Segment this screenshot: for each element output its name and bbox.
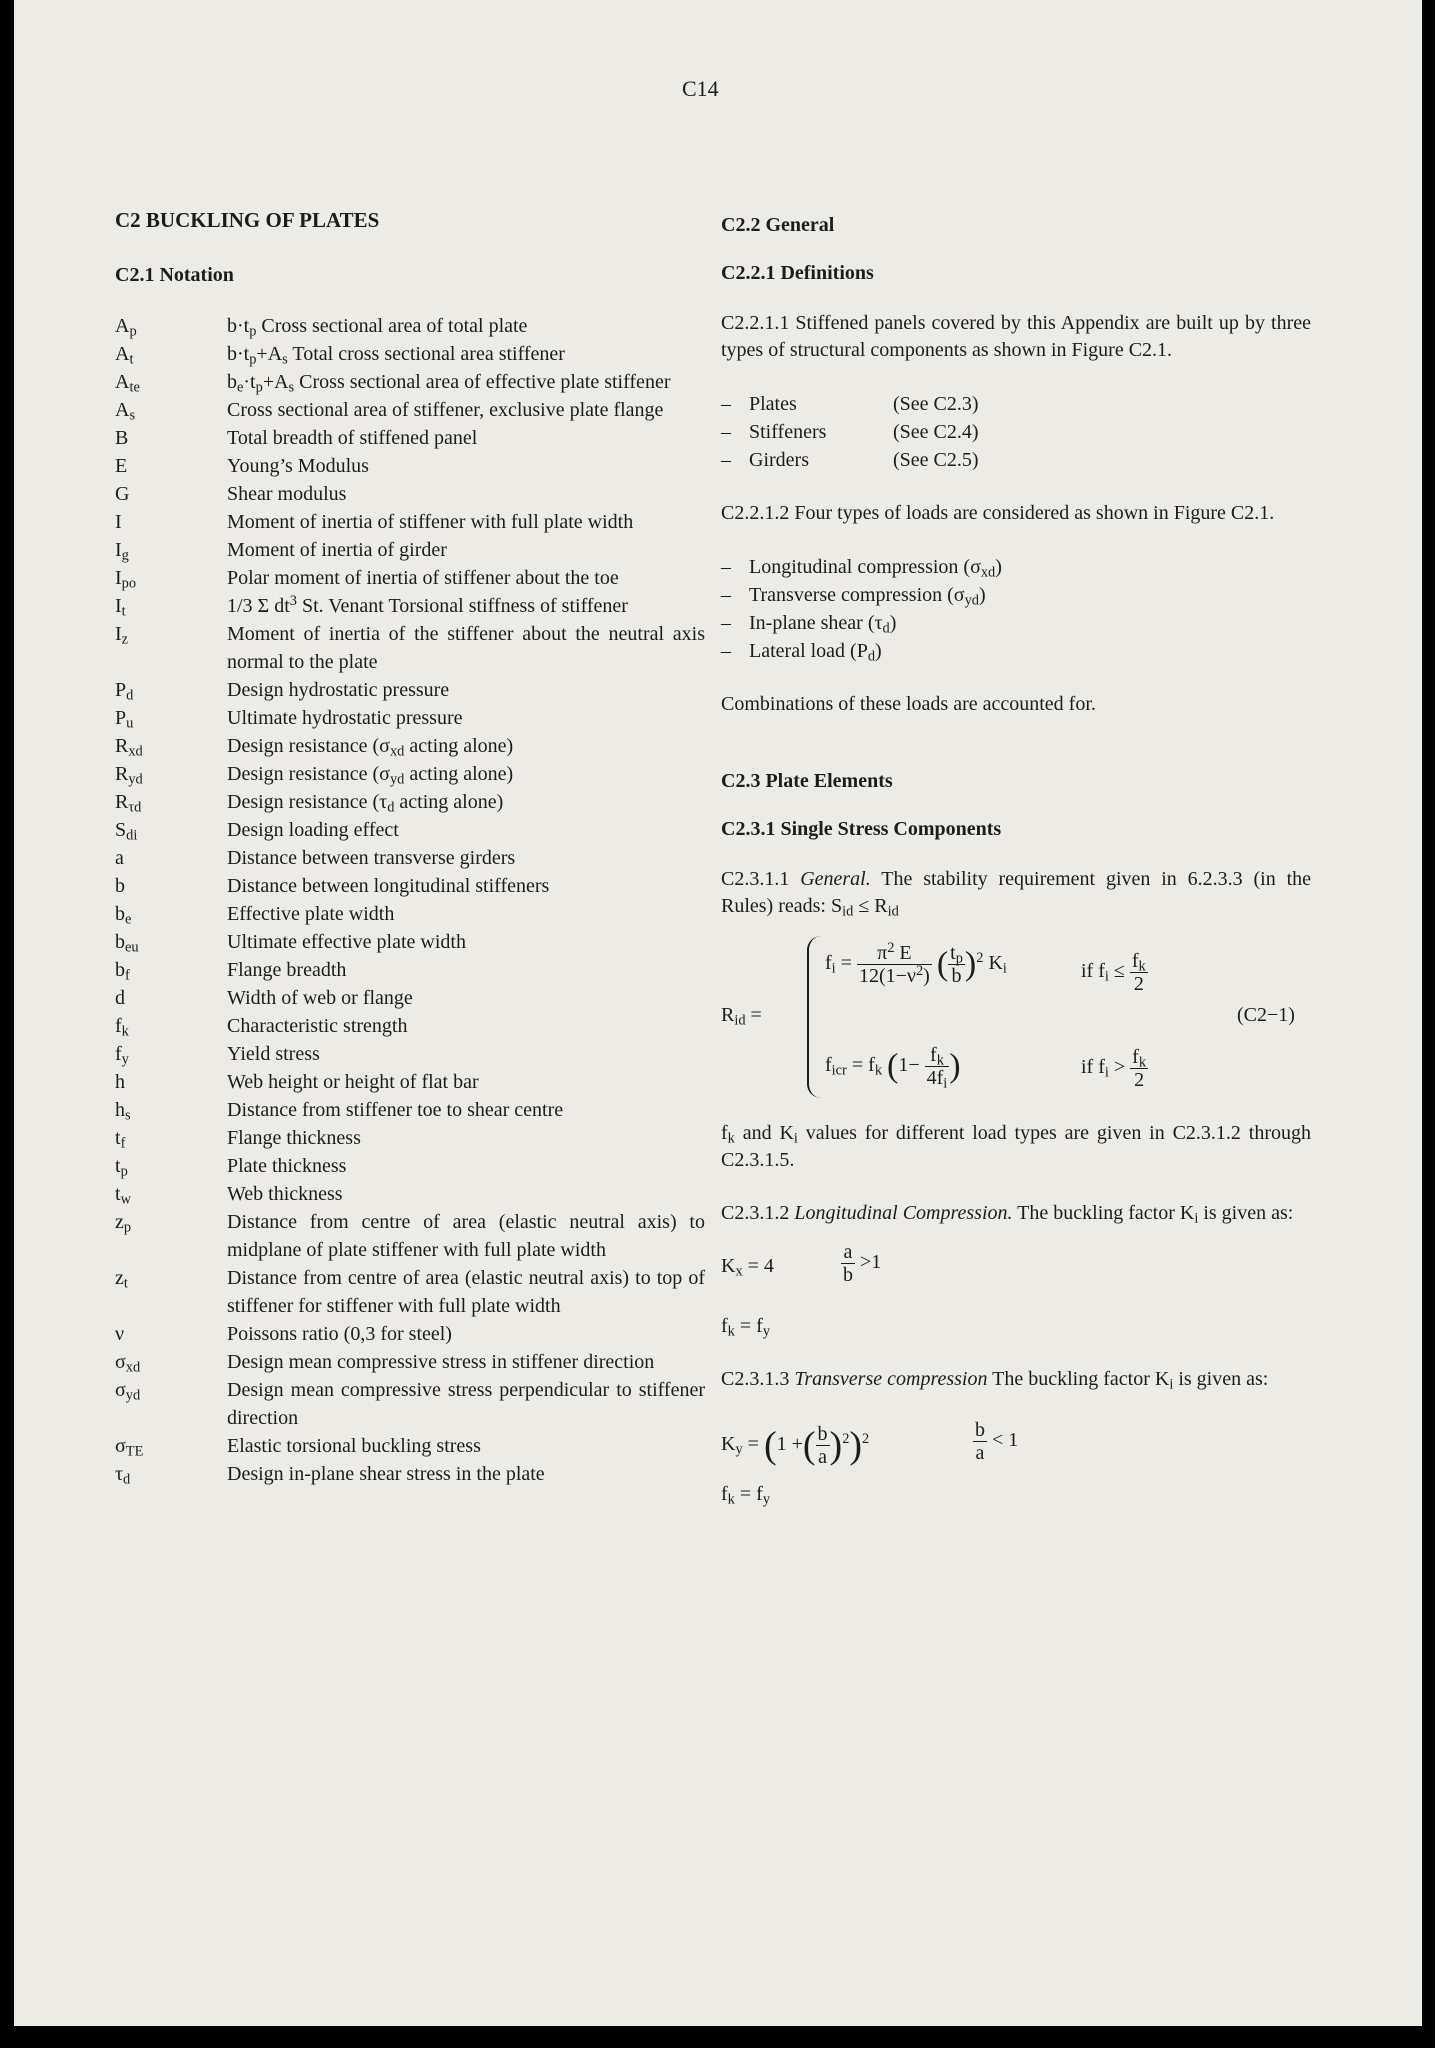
notation-row xyxy=(115,1460,705,1488)
notation-symbol: $h_s$ xyxy=(115,1099,131,1124)
notation-symbol: $I_{po}$ xyxy=(115,567,137,592)
notation-description: Design in-plane shear stress in the plate xyxy=(227,1463,545,1485)
notation-description: Web thickness xyxy=(227,1183,343,1205)
notation-description: Plate thickness xyxy=(227,1155,347,1177)
notation-description: Web height or height of flat bar xyxy=(227,1071,479,1093)
notation-row xyxy=(115,984,705,1012)
equation-fk-fy-2: $f_k = f_y$ xyxy=(721,1483,771,1508)
notation-description: $b\cdot t_p$ Cross sectional area of total plate xyxy=(227,315,528,340)
component-name: Stiffeners xyxy=(749,421,827,443)
paragraph-combinations: Combinations of these loads are accounted for. xyxy=(721,693,1096,715)
notation-row xyxy=(115,900,705,928)
notation-description: Distance between longitudinal stiffeners xyxy=(227,875,550,897)
notation-description: Design resistance ($\sigma_{xd}$ acting alone) xyxy=(227,735,514,760)
notation-row xyxy=(115,1124,705,1152)
notation-row xyxy=(115,1264,705,1320)
load-item: – Longitudinal compression $(\sigma_{xd})$ xyxy=(721,553,1311,581)
equation-label: (C2−1) xyxy=(1237,1004,1295,1026)
notation-row xyxy=(115,1432,705,1460)
load-item: – In-plane shear $(\tau_d)$ xyxy=(721,609,1311,637)
notation-row xyxy=(115,1012,705,1040)
equation-fk-fy-1: $f_k = f_y$ xyxy=(721,1315,771,1340)
notation-symbol: h xyxy=(115,1071,125,1093)
notation-description: Design mean compressive stress perpendicular to stiffener direction xyxy=(227,1379,705,1429)
notation-symbol: $\tau_d$ xyxy=(115,1463,131,1488)
page-number: C14 xyxy=(682,76,719,101)
section-title: C2 BUCKLING OF PLATES xyxy=(115,208,380,232)
notation-row xyxy=(115,340,705,368)
notation-description: Design resistance ($\tau_d$ acting alone) xyxy=(227,791,504,816)
notation-description: Width of web or flange xyxy=(227,987,413,1009)
notation-row xyxy=(115,760,705,788)
notation-description: 1/3 Σ $dt^3$ St. Venant Torsional stiffness of stiffener xyxy=(227,592,628,617)
notation-symbol: $S_{di}$ xyxy=(115,819,138,844)
plate-elements-heading: C2.3 Plate Elements xyxy=(721,770,893,792)
notation-description: Distance from centre of area (elastic neutral axis) to midplane of plate stiffener with full plate width xyxy=(227,1211,705,1261)
paragraph-longitudinal: C2.3.1.2 Longitudinal Compression. The buckling factor $K_i$ is given as: xyxy=(721,1202,1294,1227)
notation-row xyxy=(115,816,705,844)
paragraph-fk-ki: $f_k$ and $K_i$ values for different load types are given in C2.3.1.2 through C2.3.1.5. xyxy=(721,1122,1312,1171)
component-ref: (See C2.4) xyxy=(893,421,979,443)
component-item: – Stiffeners (See C2.4) xyxy=(721,418,1311,446)
notation-row xyxy=(115,368,705,396)
notation-row xyxy=(115,536,705,564)
notation-description: Characteristic strength xyxy=(227,1015,408,1037)
notation-description: Moment of inertia of girder xyxy=(227,539,447,561)
notation-symbol: $\sigma_{TE}$ xyxy=(115,1435,144,1460)
notation-row xyxy=(115,732,705,760)
notation-row xyxy=(115,844,705,872)
notation-symbol: $A_p$ xyxy=(115,315,137,340)
notation-symbol: $z_t$ xyxy=(115,1267,128,1292)
notation-description: Polar moment of inertia of stiffener about the toe xyxy=(227,567,619,589)
notation-row xyxy=(115,592,705,620)
notation-row xyxy=(115,452,705,480)
notation-description: Moment of inertia of the stiffener about the neutral axis normal to the plate xyxy=(227,623,705,673)
notation-row xyxy=(115,1348,705,1376)
notation-description: Yield stress xyxy=(227,1043,320,1065)
notation-row xyxy=(115,564,705,592)
notation-symbol: G xyxy=(115,483,130,505)
notation-symbol: $b_e$ xyxy=(115,903,132,928)
equation-c2-1: $R_{id}$ = $f_i$ = $\frac{\pi^2 E}{12(1-\nu^2)}$ ( $\frac{t_p}{b}$ )$^2$ $K_i$ if $f_i$ ≤ $\frac{f_k}{2}$ $f_{icr} = f_k$ (1− $\frac{f_k}{4f_i}$ ) if $f_i$ > $\frac{f_k}{2}$ (C2−1) xyxy=(721,932,1311,1102)
notation-symbol: $P_u$ xyxy=(115,707,134,732)
notation-symbol: $f_y$ xyxy=(115,1043,129,1068)
notation-symbol: b xyxy=(115,875,125,897)
notation-row xyxy=(115,704,705,732)
notation-column xyxy=(115,208,705,1488)
notation-description: Distance from centre of area (elastic neutral axis) to top of stiffener for stiffener with full plate width xyxy=(227,1267,705,1317)
load-name: Longitudinal compression $(\sigma_{xd})$ xyxy=(749,556,1002,581)
notation-row xyxy=(115,788,705,816)
notation-row xyxy=(115,1376,705,1432)
notation-row xyxy=(115,424,705,452)
notation-symbol: $I_t$ xyxy=(115,595,126,620)
component-item: – Plates (See C2.3) xyxy=(721,390,1311,418)
notation-symbol: $\sigma_{xd}$ xyxy=(115,1351,141,1376)
paragraph-load-types: C2.2.1.2 Four types of loads are considered as shown in Figure C2.1. xyxy=(721,502,1275,524)
notation-heading: C2.1 Notation xyxy=(115,264,234,286)
notation-symbol: B xyxy=(115,427,129,449)
notation-symbol: $P_d$ xyxy=(115,679,134,704)
notation-row xyxy=(115,676,705,704)
notation-symbol: $t_w$ xyxy=(115,1183,131,1208)
notation-symbol: I xyxy=(115,511,122,533)
notation-row xyxy=(115,508,705,536)
notation-description: Shear modulus xyxy=(227,483,347,505)
definitions-heading: C2.2.1 Definitions xyxy=(721,262,874,284)
load-item: – Transverse compression $(\sigma_{yd})$ xyxy=(721,581,1311,609)
equation-kx: $K_x = 4$ $\frac{a}{b}$ >1 xyxy=(721,1241,882,1286)
notation-description: Total breadth of stiffened panel xyxy=(227,427,478,449)
notation-description: Elastic torsional buckling stress xyxy=(227,1435,481,1457)
notation-symbol: $A_{te}$ xyxy=(115,371,140,396)
components-list xyxy=(721,390,1311,474)
notation-description: Design resistance ($\sigma_{yd}$ acting alone) xyxy=(227,763,514,788)
notation-row xyxy=(115,1068,705,1096)
notation-description: Design mean compressive stress in stiffener direction xyxy=(227,1351,655,1373)
notation-symbol: d xyxy=(115,987,125,1009)
notation-symbol: $t_p$ xyxy=(115,1155,128,1180)
notation-symbol: ν xyxy=(115,1323,125,1345)
single-stress-heading: C2.3.1 Single Stress Components xyxy=(721,818,1002,840)
notation-row xyxy=(115,396,705,424)
notation-row xyxy=(115,1180,705,1208)
notation-symbol: $A_t$ xyxy=(115,343,134,368)
component-ref: (See C2.5) xyxy=(893,449,979,471)
load-name: In-plane shear $(\tau_d)$ xyxy=(749,612,897,637)
notation-symbol: $f_k$ xyxy=(115,1015,129,1040)
notation-row xyxy=(115,872,705,900)
notation-symbol: $b_f$ xyxy=(115,959,130,984)
notation-description: Design hydrostatic pressure xyxy=(227,679,450,701)
equation-ky: $K_y = (1$ +( $\frac{b}{a}$ )$^2$)$^2$ $\frac{b}{a}$ < 1 xyxy=(721,1419,1019,1468)
notation-symbol: E xyxy=(115,455,128,477)
paragraph-transverse: C2.3.1.3 Transverse compression The buckling factor $K_i$ is given as: xyxy=(721,1368,1269,1393)
notation-symbol: a xyxy=(115,847,124,869)
notation-list xyxy=(115,312,705,1488)
notation-row xyxy=(115,480,705,508)
notation-description: Poissons ratio (0,3 for steel) xyxy=(227,1323,452,1345)
notation-symbol: $t_f$ xyxy=(115,1127,126,1152)
notation-symbol: $I_z$ xyxy=(115,623,129,648)
paragraph-general-stability: C2.3.1.1 General. The stability requirement given in 6.2.3.3 (in the Rules) reads: $S_{id} \le R_{id}$ xyxy=(721,868,1312,920)
notation-row xyxy=(115,956,705,984)
notation-description: Cross sectional area of stiffener, exclusive plate flange xyxy=(227,399,664,421)
load-item: – Lateral load $(P_d)$ xyxy=(721,637,1311,665)
notation-row xyxy=(115,1096,705,1124)
notation-symbol: $z_p$ xyxy=(115,1211,132,1236)
load-name: Lateral load $(P_d)$ xyxy=(749,640,882,665)
notation-row xyxy=(115,1040,705,1068)
component-name: Plates xyxy=(749,393,797,415)
notation-description: Moment of inertia of stiffener with full plate width xyxy=(227,511,634,533)
notation-description: Flange thickness xyxy=(227,1127,361,1149)
notation-description: Flange breadth xyxy=(227,959,347,981)
notation-description: Young’s Modulus xyxy=(227,455,369,477)
notation-description: Ultimate hydrostatic pressure xyxy=(227,707,463,729)
component-name: Girders xyxy=(749,449,809,471)
notation-row xyxy=(115,1208,705,1264)
component-item: – Girders (See C2.5) xyxy=(721,446,1311,474)
notation-symbol: $R_{xd}$ xyxy=(115,735,143,760)
notation-description: Design loading effect xyxy=(227,819,399,841)
notation-row xyxy=(115,1320,705,1348)
notation-symbol: $R_{yd}$ xyxy=(115,763,143,788)
notation-description: $b_e\cdot t_p+A_s$ Cross sectional area of effective plate stiffener xyxy=(227,371,671,396)
document-page xyxy=(14,0,1422,2026)
general-heading: C2.2 General xyxy=(721,214,835,236)
general-column xyxy=(721,214,1311,1508)
notation-symbol: $\sigma_{yd}$ xyxy=(115,1379,141,1404)
notation-description: Distance from stiffener toe to shear centre xyxy=(227,1099,564,1121)
notation-symbol: $R_{\tau d}$ xyxy=(115,791,142,816)
paragraph-stiffened-panels: C2.2.1.1 Stiffened panels covered by this Appendix are built up by three types of structural components as shown in Figure C2.1. xyxy=(721,312,1311,361)
notation-description: Effective plate width xyxy=(227,903,395,925)
notation-row xyxy=(115,928,705,956)
notation-description: $b\cdot t_p+A_s$ Total cross sectional area stiffener xyxy=(227,343,565,368)
component-ref: (See C2.3) xyxy=(893,393,979,415)
notation-row xyxy=(115,620,705,676)
notation-symbol: $A_s$ xyxy=(115,399,136,424)
loads-list xyxy=(721,553,1311,665)
notation-symbol: $b_{eu}$ xyxy=(115,931,139,956)
notation-description: Distance between transverse girders xyxy=(227,847,516,869)
notation-row xyxy=(115,312,705,340)
load-name: Transverse compression $(\sigma_{yd})$ xyxy=(749,584,986,609)
notation-row xyxy=(115,1152,705,1180)
notation-symbol: $I_g$ xyxy=(115,539,129,564)
notation-description: Ultimate effective plate width xyxy=(227,931,466,953)
